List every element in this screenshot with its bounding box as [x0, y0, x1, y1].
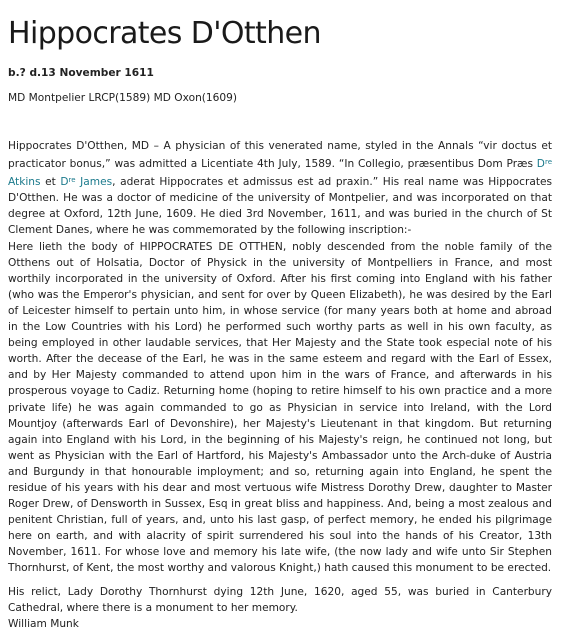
- bio-paragraph-3: His relict, Lady Dorothy Thornhurst dying 12th June, 1620, aged 55, was buried in Canterbury Cathedral, where there is a monument to her memory.: [8, 585, 552, 614]
- biography: [8, 138, 552, 632]
- bio-text: et: [40, 176, 61, 189]
- bio-text: Hippocrates D'Otthen, MD – A physician of this venerated name, styled in the Annals “vir doctus et practicator bonus,” was admitted a Licentiate 4th July, 1589. “In Collegio, præsentibus Dom Præs: [8, 140, 552, 171]
- page-title: Hippocrates D'Otthen: [8, 16, 321, 51]
- link-dre-atkins[interactable]: Dre Atkins: [8, 158, 552, 189]
- bio-text: , aderat Hippocrates et admissus est ad praxin.” His real name was Hippocrates D'Otthen. He was a doctor of medicine of the university of Montpelier, and was incorporated on that degree at Oxford, 12th June, 1609. He died 3rd November, 1611, and was buried in the church of St Clement Danes, where he was commemorated by the following inscription:-: [8, 176, 553, 237]
- bio-paragraph-2: Here lieth the body of HIPPOCRATES DE OTTHEN, nobly descended from the noble family of the Otthens out of Holsatia, Doctor of Physick in the university of Montpelliers in France, and most worthily incorporated in the university of Oxford. After his first coming into England with his father (who was the Emperor's physician, and sent for over by Queen Elizabeth), he was desired by the Earl of Leicester himself to pertain unto him, in whose service (for many years both at home and abroad in the Low Countries with his Lord) he performed such worthy parts as well in his own faculty, as being employed in other laudable services, that Her Majesty and the State took especial note of his worth. After the decease of the Earl, he was in the same esteem and regard with the Earl of Essex, and by Her Majesty commanded to attend upon him in the wars of France, and afterwards in his prosperous voyage to Cadiz. Returning home (hoping to retire himself to his own practice and a more private life) he was again commanded to go as Physician in service into Ireland, with the Lord Mountjoy (afterwards Earl of Devonshire), her Majesty's Lieutenant in that kingdom. But returning again into England with his Lord, in the beginning of his Majesty's reign, he continued not long, but went as Physician with the Earl of Hartford, his Majesty's Ambassador unto the Arch-duke of Austria and Burgundy in that honourable imployment; and so, returning again into England, he spent the residue of his years with his dear and most vertuous wife Mistress Dorothy Drew, daughter to Master Roger Drew, of Densworth in Sussex, Esq in great bliss and happiness. And, being a most zealous and penitent Christian, full of years, and, unto his last gasp, of perfect memory, he ended his pilgrimage here on earth, and with alacrity of spirit surrendered his soul into the hands of his Creator, 13th November, 1611. For whose love and memory his late wife, (the now lady and wife unto Sir Stephen Thornhurst, of Kent, the most worthy and valorous Knight,) hath caused this monument to be erected.: [8, 240, 552, 575]
- link-dre-james[interactable]: Dre James: [60, 176, 113, 189]
- life-dates: b.? d.13 November 1611: [8, 67, 154, 79]
- bio-paragraph-1: [8, 138, 552, 239]
- qualifications: MD Montpelier LRCP(1589) MD Oxon(1609): [8, 92, 238, 104]
- author-name: William Munk: [8, 617, 79, 630]
